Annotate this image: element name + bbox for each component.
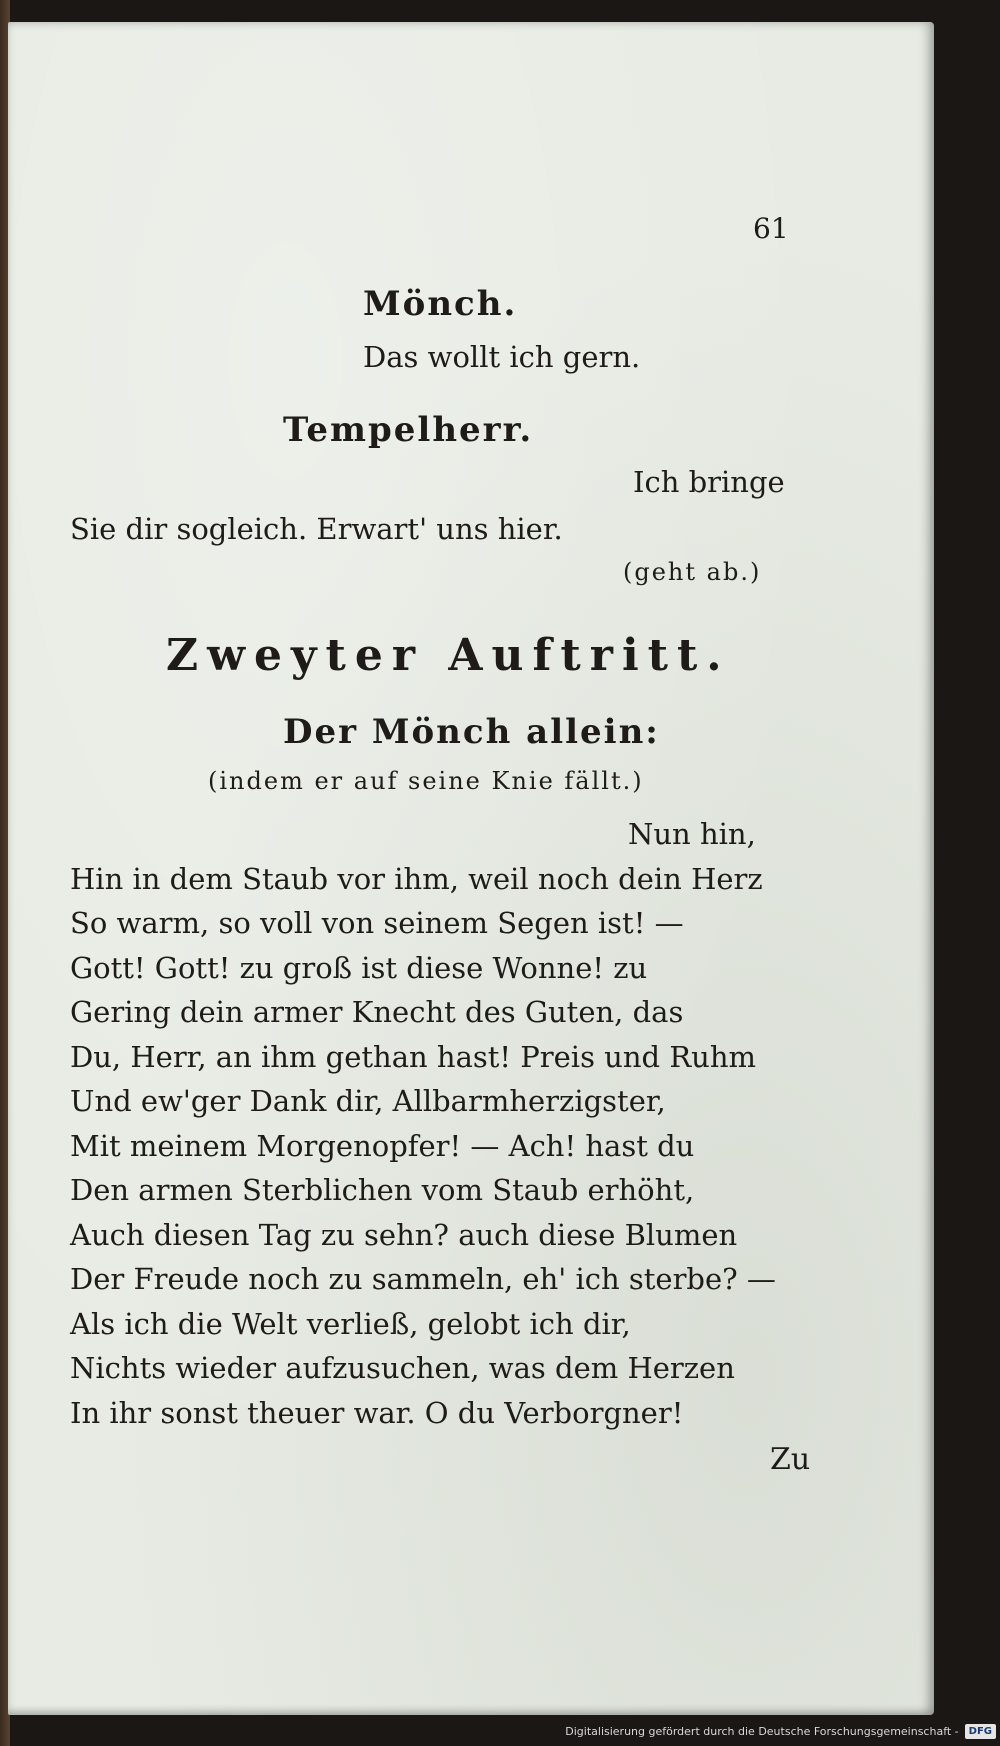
- verse-line: Als ich die Welt verließ, gelobt ich dir,: [70, 1307, 631, 1341]
- scene-heading: Zweyter Auftritt.: [166, 630, 731, 681]
- verse-line: Hin in dem Staub vor ihm, weil noch dein Herz: [70, 862, 763, 896]
- verse-line: So warm, so voll von seinem Segen ist! —: [70, 906, 684, 940]
- verse-line: Den armen Sterblichen vom Staub erhöht,: [70, 1173, 695, 1207]
- verse-line: In ihr sonst theuer war. O du Verborgner!: [70, 1396, 684, 1430]
- verse-line: Nichts wieder aufzusuchen, was dem Herzen: [70, 1351, 735, 1385]
- verse-line: Gering dein armer Knecht des Guten, das: [70, 995, 684, 1029]
- verse-line: Auch diesen Tag zu sehn? auch diese Blumen: [70, 1218, 738, 1252]
- book-page: [8, 22, 934, 1715]
- verse-line: Sie dir sogleich. Erwart' uns hier.: [70, 512, 563, 546]
- verse-line: Mit meinem Morgenopfer! — Ach! hast du: [70, 1129, 695, 1163]
- dfg-logo-icon: DFG: [965, 1724, 996, 1739]
- verse-line: Und ew'ger Dank dir, Allbarmherzigster,: [70, 1084, 666, 1118]
- page-number: 61: [753, 212, 789, 245]
- verse-line: Ich bringe: [633, 465, 785, 499]
- speaker-label: Tempelherr.: [283, 410, 534, 450]
- speaker-label: Mönch.: [363, 284, 518, 324]
- verse-line: Du, Herr, an ihm gethan hast! Preis und Ruhm: [70, 1040, 757, 1074]
- verse-line: Nun hin,: [628, 817, 756, 851]
- verse-line: Das wollt ich gern.: [363, 340, 641, 374]
- speaker-label: Der Mönch allein:: [283, 712, 660, 752]
- footer-credit-text: Digitalisierung gefördert durch die Deutsche Forschungsgemeinschaft -: [565, 1724, 959, 1738]
- verse-line: Gott! Gott! zu groß ist diese Wonne! zu: [70, 951, 648, 985]
- verse-line: Der Freude noch zu sammeln, eh' ich sterbe? —: [70, 1262, 776, 1296]
- stage-direction: (indem er auf seine Knie fällt.): [208, 767, 644, 795]
- catchword: Zu: [770, 1442, 811, 1477]
- stage-direction: (geht ab.): [623, 558, 762, 586]
- footer-credit: [565, 1720, 996, 1742]
